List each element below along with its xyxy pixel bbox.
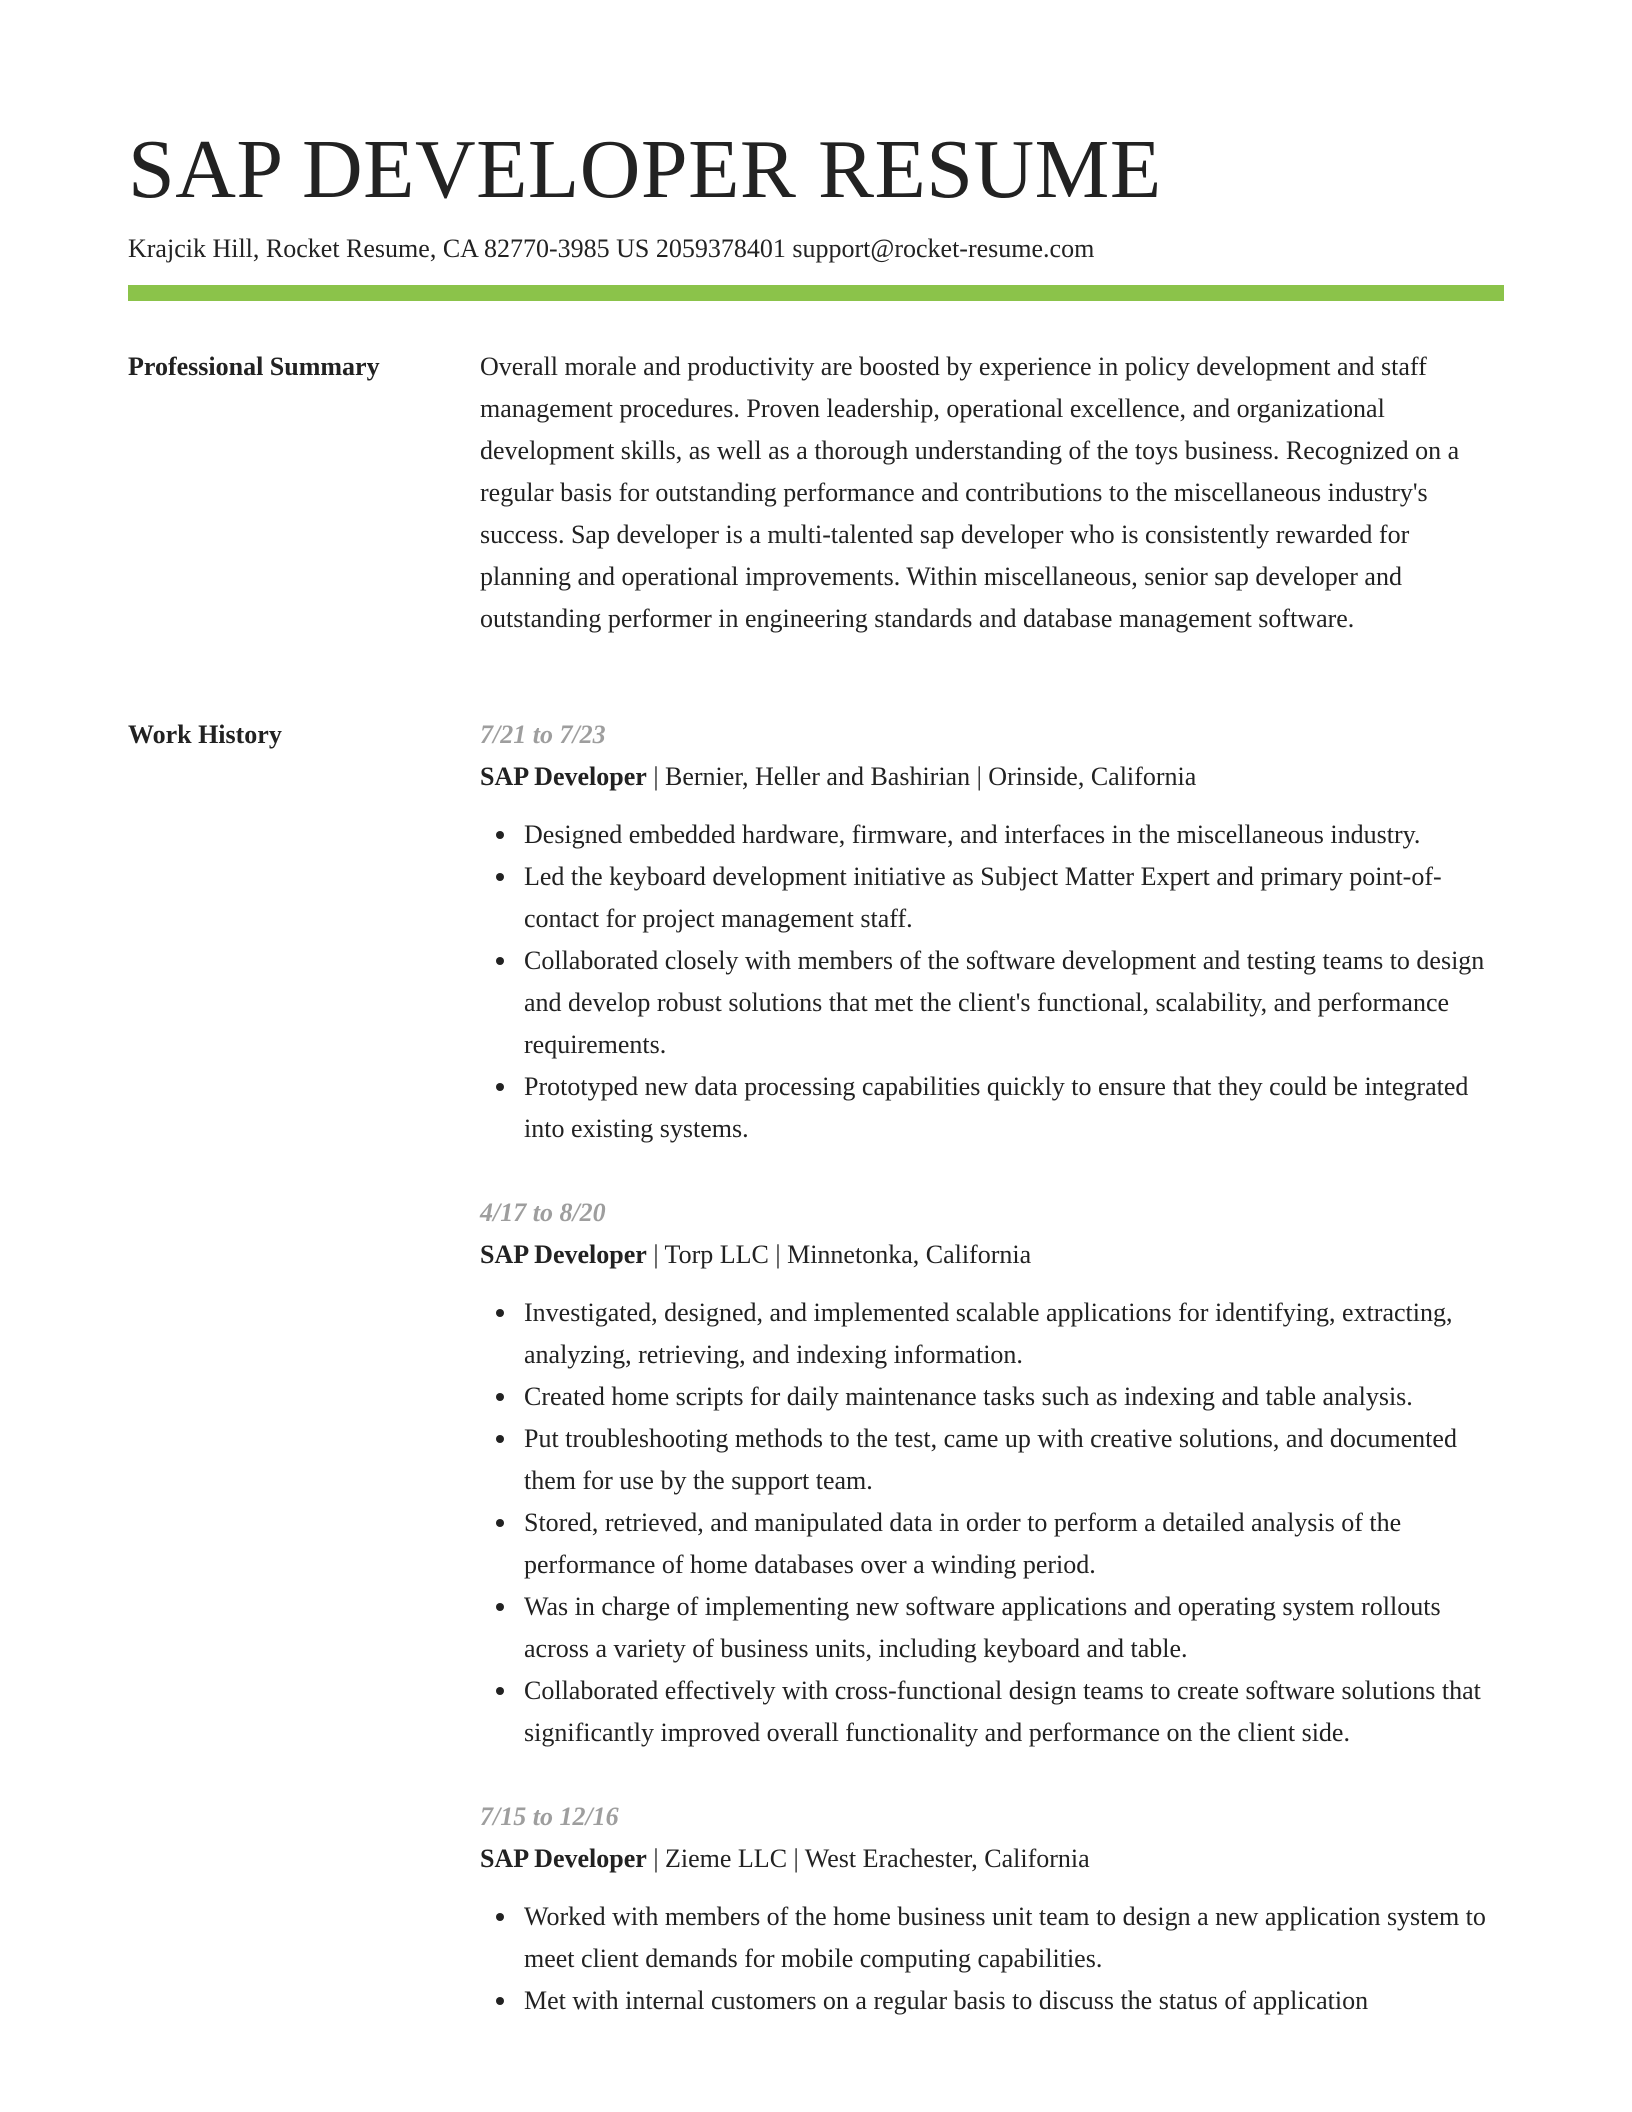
contact-line: Krajcik Hill, Rocket Resume, CA 82770-3985 US 2059378401 support@rocket-resume.com bbox=[128, 234, 1095, 263]
job-bullet-list bbox=[480, 814, 1504, 1150]
professional-summary-body bbox=[480, 346, 1504, 640]
work-history-label: Work History bbox=[128, 720, 282, 749]
professional-summary-text: Overall morale and productivity are boosted by experience in policy development and staff management procedures. Proven leadership, operational excellence, and organizational development skills, as well as a thorough understanding of the toys business. Recognized on a regular basis for outstanding performance and contributions to the miscellaneous industry's success. Sap developer is a multi-talented sap developer who is consistently rewarded for planning and operational improvements. Within miscellaneous, senior sap developer and outstanding performer in engineering standards and database management software. bbox=[480, 352, 1460, 633]
job-entry bbox=[480, 1796, 1504, 2022]
job-entry bbox=[480, 1192, 1504, 1754]
job-title: SAP Developer bbox=[480, 762, 647, 791]
job-bullet: Created home scripts for daily maintenance tasks such as indexing and table analysis. bbox=[524, 1376, 1504, 1418]
job-bullet: Was in charge of implementing new software applications and operating system rollouts across a variety of business units, including keyboard and table. bbox=[524, 1586, 1504, 1670]
job-bullet: Collaborated effectively with cross-functional design teams to create software solutions that significantly improved overall functionality and performance on the client side. bbox=[524, 1670, 1504, 1754]
job-bullet: Worked with members of the home business unit team to design a new application system to meet client demands for mobile computing capabilities. bbox=[524, 1896, 1504, 1980]
job-bullet-list bbox=[480, 1292, 1504, 1754]
job-bullet: Designed embedded hardware, firmware, and interfaces in the miscellaneous industry. bbox=[524, 814, 1504, 856]
job-company-location: | Zieme LLC | West Erachester, California bbox=[646, 1844, 1090, 1873]
accent-divider bbox=[128, 285, 1504, 301]
job-dates: 7/21 to 7/23 bbox=[480, 720, 606, 749]
job-heading bbox=[480, 1234, 1504, 1276]
work-history-body bbox=[480, 714, 1504, 2064]
job-entry bbox=[480, 714, 1504, 1150]
job-heading bbox=[480, 1838, 1504, 1880]
job-bullet: Prototyped new data processing capabilities quickly to ensure that they could be integrated into existing systems. bbox=[524, 1066, 1504, 1150]
job-bullet: Stored, retrieved, and manipulated data in order to perform a detailed analysis of the performance of home databases over a winding period. bbox=[524, 1502, 1504, 1586]
job-bullet: Investigated, designed, and implemented scalable applications for identifying, extracting, analyzing, retrieving, and indexing information. bbox=[524, 1292, 1504, 1376]
job-bullet: Collaborated closely with members of the software development and testing teams to design and develop robust solutions that met the client's functional, scalability, and performance requirements. bbox=[524, 940, 1504, 1066]
job-bullet: Met with internal customers on a regular basis to discuss the status of application bbox=[524, 1980, 1504, 2022]
job-heading bbox=[480, 756, 1504, 798]
job-title: SAP Developer bbox=[480, 1240, 647, 1269]
job-bullet-list bbox=[480, 1896, 1504, 2022]
professional-summary-label: Professional Summary bbox=[128, 352, 380, 381]
job-company-location: | Torp LLC | Minnetonka, California bbox=[646, 1240, 1032, 1269]
job-bullet: Put troubleshooting methods to the test, came up with creative solutions, and documented them for use by the support team. bbox=[524, 1418, 1504, 1502]
job-bullet: Led the keyboard development initiative as Subject Matter Expert and primary point-of-contact for project management staff. bbox=[524, 856, 1504, 940]
job-dates: 4/17 to 8/20 bbox=[480, 1198, 606, 1227]
job-company-location: | Bernier, Heller and Bashirian | Orinside, California bbox=[646, 762, 1197, 791]
job-dates: 7/15 to 12/16 bbox=[480, 1802, 619, 1831]
job-title: SAP Developer bbox=[480, 1844, 647, 1873]
resume-title: SAP DEVELOPER RESUME bbox=[128, 123, 1162, 216]
